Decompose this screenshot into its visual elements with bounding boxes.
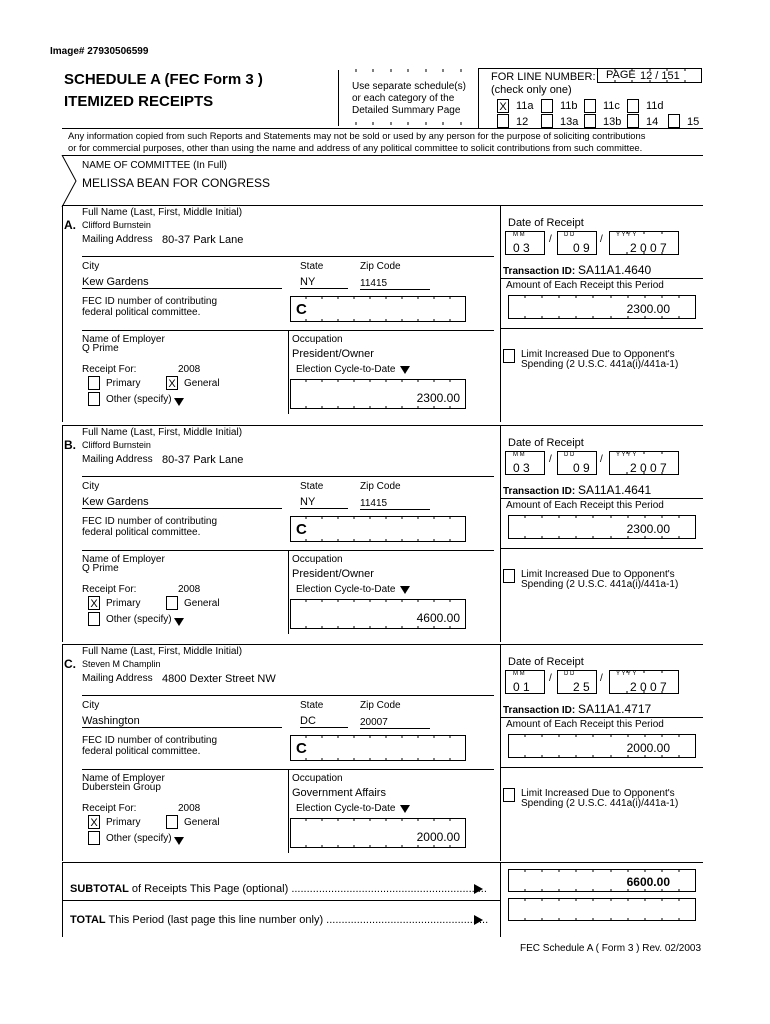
use-separate-line3: Detailed Summary Page — [352, 105, 461, 116]
committee-pointer — [60, 155, 80, 207]
occupation-value[interactable]: Government Affairs — [292, 787, 386, 799]
other-checkbox[interactable] — [88, 831, 100, 845]
line-12-label: 12 — [516, 116, 529, 128]
full-name-label: Full Name (Last, First, Middle Initial) — [82, 207, 243, 218]
line-12-checkbox[interactable] — [497, 114, 509, 128]
notice-line2: or for commercial purposes, other than using the name and address of any political committee to solicit contributions from such committee. — [68, 142, 643, 153]
month-value: 0 1 — [513, 680, 530, 694]
use-separate-line1: Use separate schedule(s) — [352, 81, 466, 92]
limit-label-2: Spending (2 U.S.C. 441a(i)/441a-1) — [521, 798, 679, 809]
line-15-checkbox[interactable] — [668, 114, 680, 128]
zip-value[interactable]: 20007 — [360, 717, 430, 729]
line-11c-checkbox[interactable] — [584, 99, 596, 113]
other-dropdown-icon[interactable] — [174, 618, 184, 626]
receipt-for-label: Receipt For: — [82, 364, 137, 375]
other-dropdown-icon[interactable] — [174, 398, 184, 406]
employer-value[interactable]: Q Prime — [82, 563, 119, 574]
line-11a-label: 11a — [516, 100, 534, 112]
transaction-id: Transaction ID: SA11A1.4641 — [503, 483, 652, 497]
amount-value: 2000.00 — [626, 741, 670, 755]
year-label: Y Y Y Y — [616, 671, 637, 677]
limit-increased-checkbox[interactable] — [503, 788, 515, 802]
cycle-value: 2000.00 — [416, 830, 460, 844]
subtotal-line: SUBTOTAL of Receipts This Page (optional) ................................................................ — [70, 883, 487, 895]
general-label: General — [184, 598, 220, 609]
itemized-receipts-title: ITEMIZED RECEIPTS — [64, 93, 214, 110]
year-value: 2 0 0 7 — [630, 461, 667, 475]
fec-id-label-1: FEC ID number of contributing — [82, 516, 218, 527]
month-label: M M — [513, 452, 525, 458]
receipt-for-label: Receipt For: — [82, 584, 137, 595]
image-id: Image# 27930506599 — [50, 46, 149, 57]
zip-label: Zip Code — [360, 700, 401, 711]
full-name-label: Full Name (Last, First, Middle Initial) — [82, 427, 243, 438]
general-label: General — [184, 817, 220, 828]
mailing-address[interactable]: 4800 Dexter Street NW — [162, 673, 276, 685]
other-checkbox[interactable] — [88, 392, 100, 406]
employer-label: Name of Employer — [82, 554, 165, 565]
date-slash-1: / — [549, 234, 552, 245]
day-value: 0 9 — [573, 241, 590, 255]
city-value[interactable]: Kew Gardens — [82, 276, 282, 289]
year-value: 2 0 0 7 — [630, 680, 667, 694]
city-value[interactable]: Washington — [82, 715, 282, 728]
other-label: Other (specify) — [106, 833, 172, 844]
day-label: D D — [564, 232, 575, 238]
mailing-label: Mailing Address — [82, 454, 153, 465]
month-value: 0 3 — [513, 461, 530, 475]
total-line: TOTAL This Period (last page this line number only) ..................................................... — [70, 914, 489, 926]
fec-id-label-1: FEC ID number of contributing — [82, 296, 218, 307]
occupation-value[interactable]: President/Owner — [292, 568, 374, 580]
schedule-title: SCHEDULE A (FEC Form 3 ) — [64, 71, 263, 88]
state-label: State — [300, 700, 324, 711]
line-11c-label: 11c — [603, 100, 620, 112]
comb-ticks — [290, 735, 466, 761]
date-slash-1: / — [549, 454, 552, 465]
amount-label: Amount of Each Receipt this Period — [506, 280, 664, 291]
city-label: City — [82, 261, 100, 272]
zip-value[interactable]: 11415 — [360, 498, 430, 510]
state-label: State — [300, 261, 324, 272]
occupation-label: Occupation — [292, 334, 343, 345]
fec-id-prefix: C — [296, 521, 307, 538]
line-11b-label: 11b — [560, 100, 578, 112]
line-11b-checkbox[interactable] — [541, 99, 553, 113]
fec-id-label-2: federal political committee. — [82, 307, 201, 318]
day-value: 2 5 — [573, 680, 590, 694]
day-label: D D — [564, 671, 575, 677]
date-slash-2: / — [600, 454, 603, 465]
contributor-name: Clifford Burnstein — [82, 440, 151, 450]
line-13a-label: 13a — [560, 116, 579, 128]
occupation-label: Occupation — [292, 554, 343, 565]
for-line-number: FOR LINE NUMBER: — [491, 71, 596, 83]
cycle-dropdown-icon[interactable] — [400, 586, 410, 594]
general-checkbox[interactable] — [166, 596, 178, 610]
subtotal-arrow-icon — [474, 884, 483, 894]
other-label: Other (specify) — [106, 614, 172, 625]
limit-label-2: Spending (2 U.S.C. 441a(i)/441a-1) — [521, 359, 679, 370]
cycle-dropdown-icon[interactable] — [400, 366, 410, 374]
city-label: City — [82, 700, 100, 711]
limit-label-1: Limit Increased Due to Opponent's — [521, 349, 675, 360]
line-11d-checkbox[interactable] — [627, 99, 639, 113]
date-of-receipt-label: Date of Receipt — [508, 437, 584, 449]
state-label: State — [300, 481, 324, 492]
mailing-label: Mailing Address — [82, 234, 153, 245]
contributor-name: Steven M Champlin — [82, 659, 161, 669]
amount-value: 2300.00 — [626, 302, 670, 316]
year-value: 2 0 0 7 — [630, 241, 667, 255]
mailing-label: Mailing Address — [82, 673, 153, 684]
comb-ticks — [290, 516, 466, 542]
fec-id-label-2: federal political committee. — [82, 746, 201, 757]
date-slash-2: / — [600, 234, 603, 245]
fec-id-prefix: C — [296, 301, 307, 318]
comb-ticks — [508, 898, 696, 921]
line-13b-checkbox[interactable] — [584, 114, 596, 128]
cycle-value: 2300.00 — [416, 391, 460, 405]
total-box — [508, 898, 696, 921]
total-arrow-icon — [474, 915, 483, 925]
month-value: 0 3 — [513, 241, 530, 255]
city-value[interactable]: Kew Gardens — [82, 496, 282, 509]
committee-name: MELISSA BEAN FOR CONGRESS — [82, 176, 271, 190]
zip-label: Zip Code — [360, 481, 401, 492]
election-year: 2008 — [178, 803, 201, 814]
line-11a-checkbox[interactable]: X — [497, 99, 509, 113]
line-14-checkbox[interactable] — [627, 114, 639, 128]
line-15-label: 15 — [687, 116, 700, 128]
page-value: 12 / 151 — [640, 70, 680, 82]
cycle-dropdown-icon[interactable] — [400, 805, 410, 813]
contributor-name: Clifford Burnstein — [82, 220, 151, 230]
election-year: 2008 — [178, 364, 201, 375]
committee-label: NAME OF COMMITTEE (In Full) — [82, 160, 227, 171]
limit-label-1: Limit Increased Due to Opponent's — [521, 788, 675, 799]
use-separate-line2: or each category of the — [352, 93, 455, 104]
state-value[interactable]: DC — [300, 715, 348, 728]
fec-id-field[interactable] — [290, 735, 466, 761]
other-checkbox[interactable] — [88, 612, 100, 626]
occupation-label: Occupation — [292, 773, 343, 784]
fec-id-field[interactable] — [290, 296, 466, 322]
month-label: M M — [513, 671, 525, 677]
employer-value[interactable]: Duberstein Group — [82, 782, 161, 793]
fec-id-prefix: C — [296, 740, 307, 757]
city-label: City — [82, 481, 100, 492]
date-of-receipt-label: Date of Receipt — [508, 656, 584, 668]
line-11d-label: 11d — [646, 100, 664, 112]
mailing-address[interactable]: 80-37 Park Lane — [162, 454, 244, 466]
employer-value[interactable]: Q Prime — [82, 343, 119, 354]
mailing-address[interactable]: 80-37 Park Lane — [162, 234, 244, 246]
primary-checkbox[interactable] — [88, 376, 100, 390]
general-checkbox[interactable]: X — [166, 376, 178, 390]
comb-ticks — [290, 296, 466, 322]
state-value[interactable]: NY — [300, 496, 348, 509]
notice-line1: Any information copied from such Reports and Statements may not be sold or used by any person for the purpose of soliciting contributions — [68, 130, 646, 141]
employer-label: Name of Employer — [82, 334, 165, 345]
general-label: General — [184, 378, 220, 389]
amount-label: Amount of Each Receipt this Period — [506, 719, 664, 730]
election-year: 2008 — [178, 584, 201, 595]
year-label: Y Y Y Y — [616, 452, 637, 458]
date-of-receipt-label: Date of Receipt — [508, 217, 584, 229]
state-value[interactable]: NY — [300, 276, 348, 289]
amount-value: 2300.00 — [626, 522, 670, 536]
limit-increased-checkbox[interactable] — [503, 349, 515, 363]
full-name-label: Full Name (Last, First, Middle Initial) — [82, 646, 243, 657]
line-14-label: 14 — [646, 116, 659, 128]
entry-letter: A. — [64, 218, 76, 232]
fec-id-label-2: federal political committee. — [82, 527, 201, 538]
primary-label: Primary — [106, 378, 141, 389]
check-only-one: (check only one) — [491, 84, 572, 96]
entry-letter: C. — [64, 657, 76, 671]
general-checkbox[interactable] — [166, 815, 178, 829]
cycle-label: Election Cycle-to-Date — [296, 364, 396, 375]
primary-label: Primary — [106, 817, 141, 828]
entry-letter: B. — [64, 438, 76, 452]
limit-label-2: Spending (2 U.S.C. 441a(i)/441a-1) — [521, 579, 679, 590]
other-label: Other (specify) — [106, 394, 172, 405]
day-value: 0 9 — [573, 461, 590, 475]
fec-id-field[interactable] — [290, 516, 466, 542]
line-13b-label: 13b — [603, 116, 622, 128]
transaction-id: Transaction ID: SA11A1.4717 — [503, 702, 652, 716]
zip-value[interactable]: 11415 — [360, 278, 430, 290]
fec-id-label-1: FEC ID number of contributing — [82, 735, 218, 746]
other-dropdown-icon[interactable] — [174, 837, 184, 845]
occupation-value[interactable]: President/Owner — [292, 348, 374, 360]
line-13a-checkbox[interactable] — [541, 114, 553, 128]
date-slash-1: / — [549, 673, 552, 684]
year-label: Y Y Y Y — [616, 232, 637, 238]
form-id: FEC Schedule A ( Form 3 ) Rev. 02/2003 — [520, 943, 702, 954]
primary-checkbox[interactable]: X — [88, 815, 100, 829]
receipt-for-label: Receipt For: — [82, 803, 137, 814]
limit-label-1: Limit Increased Due to Opponent's — [521, 569, 675, 580]
amount-label: Amount of Each Receipt this Period — [506, 500, 664, 511]
cycle-label: Election Cycle-to-Date — [296, 584, 396, 595]
employer-label: Name of Employer — [82, 773, 165, 784]
cycle-value: 4600.00 — [416, 611, 460, 625]
date-slash-2: / — [600, 673, 603, 684]
subtotal-value: 6600.00 — [626, 875, 670, 889]
primary-label: Primary — [106, 598, 141, 609]
cycle-label: Election Cycle-to-Date — [296, 803, 396, 814]
month-label: M M — [513, 232, 525, 238]
transaction-id: Transaction ID: SA11A1.4640 — [503, 263, 652, 277]
zip-label: Zip Code — [360, 261, 401, 272]
limit-increased-checkbox[interactable] — [503, 569, 515, 583]
page-label: PAGE — [606, 69, 636, 81]
primary-checkbox[interactable]: X — [88, 596, 100, 610]
day-label: D D — [564, 452, 575, 458]
